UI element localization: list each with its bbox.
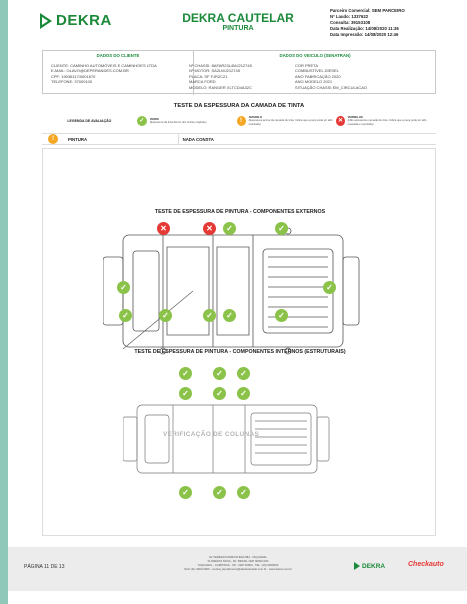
legend-title: VERMELHO (347, 116, 363, 120)
check-icon: ✓ (179, 486, 192, 499)
exclamation-icon: ! (237, 116, 246, 126)
check-icon: ✓ (213, 367, 226, 380)
check-icon: ✓ (117, 281, 130, 294)
check-icon: ✓ (323, 281, 336, 294)
external-diagram-title: TESTE DE ESPESSURA DE PINTURA - COMPONENTES EXTERNOS (154, 209, 326, 215)
check-icon: ✓ (237, 486, 250, 499)
client-line: CPF: 19036117/0001670 (51, 73, 96, 79)
evaluation-legend (42, 112, 436, 130)
check-icon: ✓ (159, 309, 172, 322)
vehicle-line: COMBUSTÍVEL DIESEL (295, 68, 339, 74)
vehicle-line: ANO FABRICAÇÃO 2020 (295, 73, 341, 79)
paint-status-row (42, 133, 436, 145)
section-title: TESTE DA ESPESSURA DA CAMADA DE TINTA (173, 103, 305, 109)
x-icon: ✕ (157, 222, 170, 235)
report-subtitle: PINTURA (222, 25, 254, 32)
meta-line: Nº Laudo: 1337622 (330, 14, 369, 19)
legend-item-red (336, 116, 436, 126)
row-divider (178, 133, 179, 145)
vehicle-line: Nº MOTOR: SA2LMJ212745 (189, 68, 240, 74)
legend-item-yellow (237, 116, 337, 126)
legend-label: LEGENDA DE AVALIAÇÃO (67, 119, 112, 123)
legend-item-green (137, 116, 237, 126)
legend-text: (Espessura da tinta dentro dos limites originais) (149, 121, 207, 124)
vehicle-line: PLACA: SF FJR2C21 (189, 73, 228, 79)
check-icon: ✓ (237, 367, 250, 380)
watermark-text: VERIFICAÇÃO DE COLUNAS (163, 431, 260, 438)
vehicle-line: ANO MODELO 2021 (295, 79, 333, 85)
dekra-mark-icon (354, 562, 360, 570)
client-line: CLIENTE: CAMINHO AUTOMÓVEIS E CAMINHOES LTDA (51, 63, 157, 68)
vehicle-line: MODELO: RANGER XLTCD4A32C (189, 84, 252, 90)
page-footer (8, 547, 467, 591)
dekra-mark-icon (40, 13, 52, 29)
x-icon: ✕ (337, 118, 343, 124)
paint-label: PINTURA (68, 136, 88, 142)
vehicle-line: MARCA FORD (189, 79, 216, 85)
truck-internal-diagram (123, 399, 333, 479)
vehicle-info-col1 (189, 63, 252, 90)
x-icon: ✕ (203, 222, 216, 235)
address-line: SAC (11) 4000-0000 - central_atendimento@dekracautelar.com.br - www.dekra.com.br (184, 567, 292, 571)
check-icon: ✓ (213, 486, 226, 499)
vehicle-line: COR PRETA (295, 63, 319, 68)
check-icon: ✓ (137, 116, 147, 126)
left-accent-bar (0, 0, 8, 604)
paint-diagram-box (42, 148, 436, 536)
client-line: E-MAIL: OLAVO@DEPERANDES.COM.BR (51, 68, 129, 74)
paint-value: NADA CONSTA (182, 136, 214, 142)
page-number: PÁGINA 11 DE 13 (24, 564, 65, 570)
internal-diagram-title: TESTE DE ESPESSURA DE PINTURA - COMPONENTES INTERNOS (ESTRUTURAIS) (134, 349, 346, 355)
check-icon: ✓ (179, 367, 192, 380)
vehicle-line: Nº CHASSI: 8AFAR23L4MJ212745 (189, 63, 252, 68)
warning-icon: ! (48, 134, 58, 144)
meta-line: Parceiro Comercial: SEM PARCEIRO (330, 8, 405, 13)
client-line: TELEFONE: 37000100 (51, 79, 93, 85)
report-meta (330, 8, 405, 38)
legend-title: VERDE (149, 117, 160, 121)
vehicle-heading: DADOS DO VEICULO (SENATRAN) (279, 53, 351, 58)
report-title: DEKRA CAUTELAR (182, 11, 294, 25)
vehicle-info-col2 (295, 63, 367, 90)
meta-line: Data Impressão: 14/08/2020 12:46 (330, 32, 399, 37)
check-icon: ✓ (275, 222, 288, 235)
address-line: FLORESTA NOVA - RJ, BRASIL CEP 00000-000 (207, 559, 269, 563)
client-heading: DADOS DO CLIENTE (96, 53, 140, 58)
meta-line: Data Realização: 14/08/2020 11:36 (330, 26, 399, 31)
footer-dekra-text: DEKRA (362, 562, 386, 570)
legend-text: (Não apresentou camada de tinta. Indica que a peça pode ter sido reparada e repintada) (347, 119, 427, 126)
client-info (51, 63, 157, 85)
dekra-logo (40, 12, 112, 29)
address-line: TAQUARAL - CAMPINAS - SP - CEP 00000 - TEL: (19) 0000000 (197, 563, 279, 567)
meta-line: Consulta: 39153108 (330, 20, 371, 25)
check-icon: ✓ (237, 387, 250, 400)
report-page (8, 0, 467, 604)
check-icon: ✓ (275, 309, 288, 322)
check-icon: ✓ (179, 387, 192, 400)
dekra-logo-text: DEKRA (56, 12, 112, 29)
checkauto-logo: Checkauto (408, 561, 444, 568)
footer-address (138, 555, 338, 571)
legend-title: AMARELO (248, 116, 263, 120)
footer-dekra-logo (354, 562, 385, 570)
check-icon: ✓ (223, 309, 236, 322)
data-box (42, 50, 436, 94)
legend-text: (Espessura acima da camada de tinta. Indica que a peça pode ter sido repintada) (248, 119, 333, 126)
check-icon: ✓ (203, 309, 216, 322)
address-line: AV VEREDAS PERUSTERA 984 - TAQUARAL (208, 555, 268, 559)
check-icon: ✓ (119, 309, 132, 322)
check-icon: ✓ (213, 387, 226, 400)
check-icon: ✓ (223, 222, 236, 235)
vehicle-line: SITUAÇÃO CHASSI EM_CIRCULACAO (295, 84, 368, 90)
